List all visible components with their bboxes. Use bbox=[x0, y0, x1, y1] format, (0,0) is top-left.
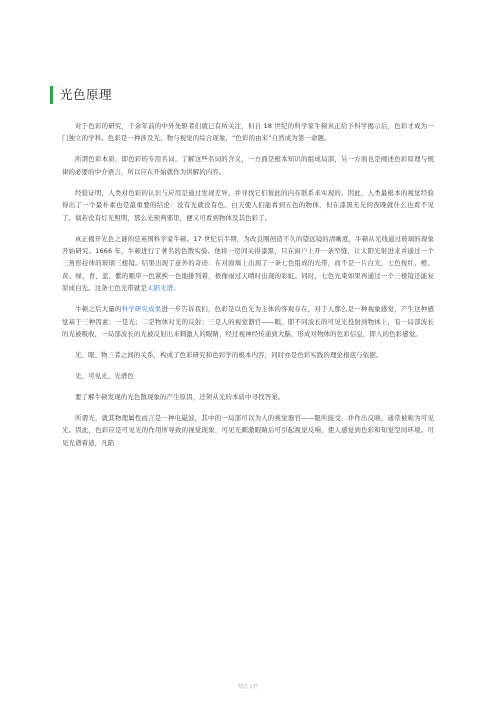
paragraph-2: 所谓色彩本质，即色彩的专用名词。了解这些名词的含义，一方面是根本知识的组成局部，另一方面也是阐述色彩原理与规律的必要的中介语言，所以应在开始就作为讲解的内容。 bbox=[62, 155, 434, 176]
document-body bbox=[62, 120, 434, 458]
paragraph-4 bbox=[62, 233, 434, 295]
paragraph-3: 经验证明，人类对色彩的认识与应用是通过发现差异，并寻找它们彼此的内在联系来实现的。因此，人类最根本的视觉经验得出了一个最朴素也是最重要的结论：没有光就没有色。白天使人们能看到五色的物体，但在漆黑无光的夜晚就什么也看不见了。倘若没有灯光照明，那么光预判邪里，便又可看到物体及其色彩了。 bbox=[62, 188, 434, 222]
paragraph-8: 所谓光，就其物理属性而言是一种电磁波，其中的一局部可以为人的视觉器官——眼所接受，并作出反映，通常被称为可见光。因此，色彩应是可见光的作用所导致的视觉现象，可见光刺激眼睛后可引起视觉反响，使人感觉到色彩和知觉空间环境。可见光谱着道，凡陷 bbox=[62, 414, 434, 447]
solar-spectrum-link[interactable]: 太阳光谱 bbox=[147, 284, 174, 293]
section-heading-light: 光、可见光、光谱色 bbox=[75, 372, 134, 381]
page-title: 光色原理 bbox=[60, 87, 113, 102]
title-accent-bar bbox=[50, 86, 53, 104]
paragraph-1: 对于色彩的研究，千余年前的中外先驱者们就已有所关注，但自 18 世纪的科学家牛顿真正给予科学揭示后，色彩才成为一门独立的学科。色彩是一种涉及光、物与视觉的综合现象，“色彩的由来”自然成为第一命题。 bbox=[62, 122, 434, 143]
paragraph-5-end: 进一步告诉我们，色彩是以色光为主体的客观存在，对于人那么是一种视象感觉，产生这种感觉基于三种因素：一是光；二是物体对光的反射；三是人的视觉器官——眼。即不同波长的可见光投射到物体上，有一局部波长的光被吸收，一局部波长的光被反射出来刺激人的眼睛，经过视神经传递到大脑，形成对物体的色彩信息，即人的色彩感觉。 bbox=[62, 305, 434, 339]
paragraph-7: 要了解牛顿发现的光色散现象的产生原因，还须从光的本质中寻找答案。 bbox=[75, 393, 285, 402]
research-results-link[interactable]: 科学研究成果 bbox=[121, 305, 162, 314]
paragraph-4-end: 。 bbox=[173, 284, 180, 293]
paragraph-5 bbox=[62, 303, 434, 340]
paragraph-4-text: 真正揭开光色之谜的是英国科学家牛顿。17 世纪后半期，为改良刚创造不久的望远镜的清晰度，牛顿从光线通过玻璃的现象开始研究。1666 年，牛顿进行了著名的色散实验。他将一房间关得漆黑，只在窗户上开一条窄缝，让太阳光射进来并通过一个三角形挂体的玻璃三棱镜。结果出现了意外的奇迹：在对面墙上出现了一条七色组成的光带，而不是一片白光，七色按红、橙、黄、绿、青、蓝、紫的顺序一色紧挨一色地排列着，极像雨过天晴时出现的彩虹。同时，七色光束如果再通过一个三棱镜还能复原成白光。这条七色光带就是 bbox=[62, 234, 434, 293]
paragraph-5-text: 牛顿之后大量的 bbox=[75, 305, 122, 314]
page-footer: 精选文档 bbox=[237, 684, 258, 690]
paragraph-6: 光、眼、物三者之间的关系，构成了色彩研究和色彩学的根本内容，同时亦是色彩实践的理论根底与依据。 bbox=[75, 351, 383, 360]
